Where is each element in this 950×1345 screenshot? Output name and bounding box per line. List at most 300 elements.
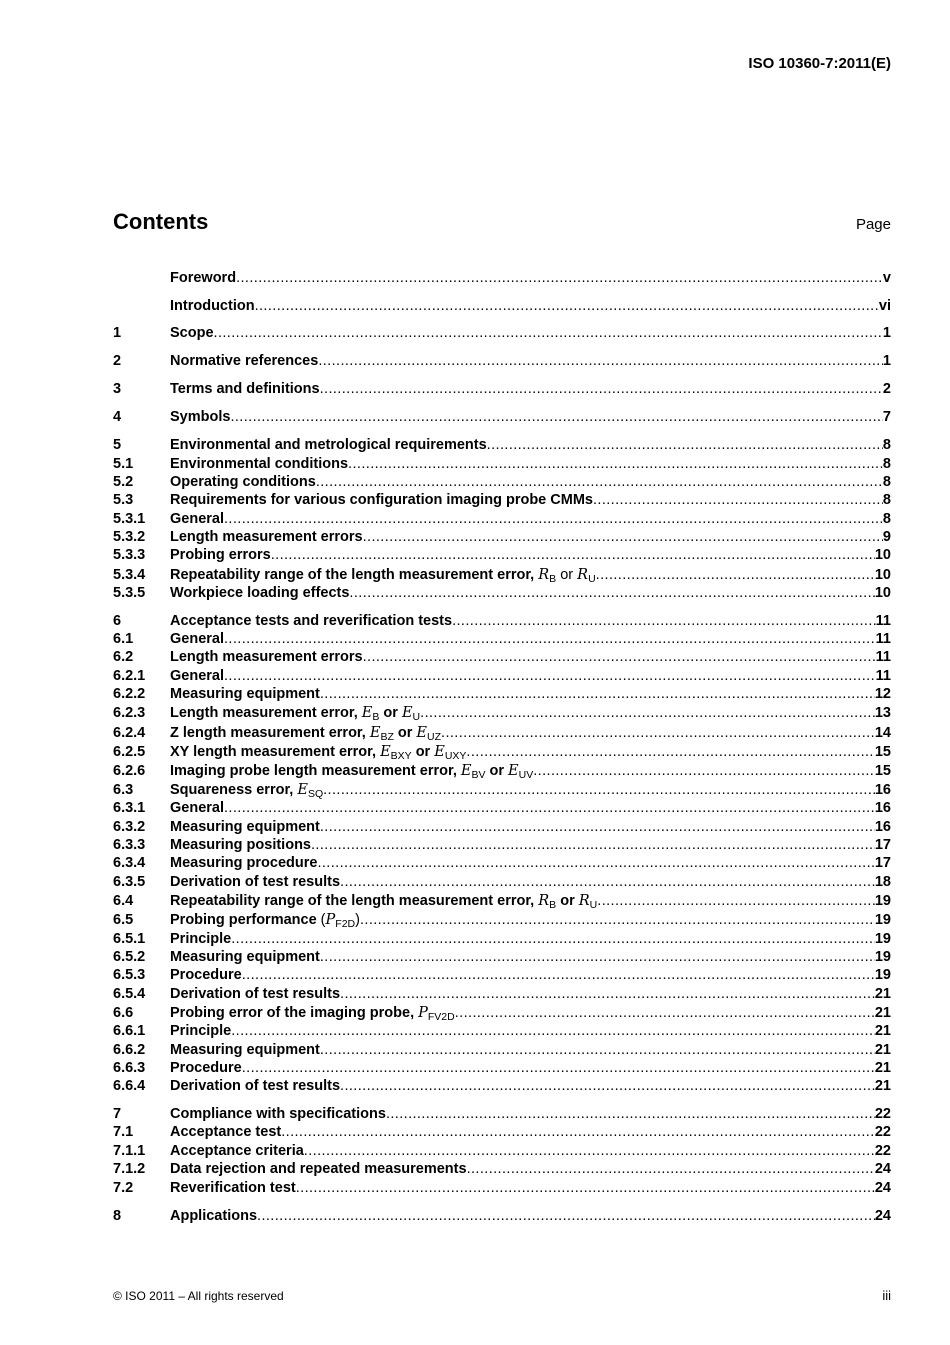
toc-entry[interactable] (113, 893, 891, 912)
toc-entry-page: 1 (882, 325, 891, 341)
dot-leader (320, 381, 883, 397)
dot-leader (271, 547, 875, 563)
dot-leader (318, 353, 883, 369)
symbol: R (577, 567, 589, 583)
toc-entry-title (170, 529, 363, 545)
toc-entry-number: 6.2.6 (113, 763, 146, 779)
toc-entry[interactable] (113, 437, 891, 456)
toc-entry[interactable] (113, 270, 891, 289)
toc-entry-title (170, 511, 224, 527)
toc-entry-page: 22 (874, 1124, 891, 1140)
toc-entry-page: 8 (882, 456, 891, 472)
toc-entry[interactable] (113, 1023, 891, 1042)
dot-leader (363, 649, 876, 665)
toc-entry-title (170, 325, 214, 341)
toc-entry-page: 15 (874, 763, 891, 779)
toc-entry-title-text: Environmental and metrological requirements (170, 437, 487, 453)
toc-entry-page: 19 (874, 893, 891, 909)
toc-entry-number: 6.2.4 (113, 725, 146, 741)
dot-leader (224, 800, 875, 816)
toc-entry-title-text: Environmental conditions (170, 456, 349, 472)
dot-leader (242, 967, 875, 983)
dot-leader (230, 409, 882, 425)
toc-entry-page: 19 (874, 967, 891, 983)
toc-entry-title (170, 547, 271, 563)
toc-entry-number: 6.5.2 (113, 949, 146, 965)
conjunction-or: or (485, 763, 509, 779)
toc-entry-title-text: Procedure (170, 967, 242, 983)
toc-entry-number: 6.3.1 (113, 800, 146, 816)
toc-entry[interactable] (113, 1106, 891, 1125)
toc-entry-page: 15 (874, 744, 891, 760)
conjunction-or: or (393, 725, 417, 741)
dot-leader (320, 1042, 875, 1058)
toc-entry[interactable] (113, 967, 891, 986)
toc-entry-number: 6.3.5 (113, 874, 146, 890)
symbol-subscript: BXY (390, 750, 412, 762)
toc-entry[interactable] (113, 855, 891, 874)
toc-entry[interactable] (113, 529, 891, 548)
toc-entry-title-text: Repeatability range of the length measurement error, (170, 893, 539, 909)
dot-leader (597, 893, 875, 909)
toc-entry-page: 8 (882, 511, 891, 527)
toc-entry-number: 6.2.1 (113, 668, 146, 684)
conjunction-or: or (556, 893, 579, 909)
toc-entry[interactable] (113, 1143, 891, 1162)
toc-entry-page: 11 (875, 668, 891, 684)
toc-entry-number: 5.3.1 (113, 511, 146, 527)
toc-entry-title (170, 800, 224, 816)
symbol: R (578, 893, 590, 909)
toc-entry-page: 17 (874, 855, 891, 871)
toc-entry-number: 7.1.1 (113, 1143, 146, 1159)
toc-entry[interactable] (113, 1060, 891, 1079)
toc-entry[interactable] (113, 931, 891, 950)
toc-entry[interactable] (113, 474, 891, 493)
toc-entry-title-text: General (170, 668, 224, 684)
dot-leader (452, 613, 876, 629)
dot-leader (455, 1005, 875, 1021)
toc-entry-number: 1 (113, 325, 122, 341)
conjunction-or: or (379, 705, 402, 721)
toc-entry-number: 5.1 (113, 456, 134, 472)
toc-entry-number: 6.2.5 (113, 744, 146, 760)
toc-entry[interactable] (113, 1078, 891, 1097)
toc-entry-title (170, 1124, 281, 1140)
toc-entry-page: 24 (874, 1180, 891, 1196)
toc-entry-page: 2 (882, 381, 891, 397)
toc-entry-page: 10 (874, 567, 891, 583)
symbol-subscript: BZ (380, 731, 394, 743)
toc-entry-title-text: Scope (170, 325, 214, 341)
toc-entry[interactable] (113, 298, 891, 317)
toc-entry-number: 6.5.1 (113, 931, 146, 947)
toc-entry[interactable] (113, 819, 891, 838)
toc-entry-page: 21 (874, 1078, 891, 1094)
dot-leader (323, 782, 875, 798)
toc-entry-page: 16 (874, 819, 891, 835)
toc-entry-page: 22 (874, 1106, 891, 1122)
toc-entry[interactable] (113, 1161, 891, 1180)
dot-leader (349, 585, 874, 601)
toc-entry-number: 2 (113, 353, 122, 369)
toc-entry[interactable] (113, 511, 891, 530)
toc-entry-title (170, 613, 452, 629)
toc-entry-title-text: Acceptance criteria (170, 1143, 304, 1159)
toc-entry-number: 6 (113, 613, 122, 629)
toc-entry-title (170, 1042, 320, 1058)
toc-entry-title-text: Acceptance tests and reverification tests (170, 613, 453, 629)
toc-entry-page: 1 (882, 353, 891, 369)
toc-entry-title (170, 949, 320, 965)
toc-entry-page: 13 (874, 705, 891, 721)
toc-entry-page: 10 (874, 547, 891, 563)
dot-leader (340, 1078, 875, 1094)
toc-entry-title-text: Workpiece loading effects (170, 585, 350, 601)
toc-entry-title-text: Imaging probe length measurement error, (170, 763, 461, 779)
toc-entry-title (170, 1060, 242, 1076)
toc-entry-title-text: Squareness error, (170, 782, 298, 798)
toc-entry-title (170, 649, 363, 665)
toc-entry-title-text: Measuring equipment (170, 1042, 320, 1058)
symbol: E (369, 725, 381, 741)
toc-entry-title (170, 456, 348, 472)
symbol: E (416, 725, 428, 741)
toc-entry-title (170, 763, 533, 779)
toc-entry[interactable] (113, 912, 891, 931)
toc-entry-title (170, 298, 255, 314)
toc-entry-number: 6.3.3 (113, 837, 146, 853)
dot-leader (348, 456, 883, 472)
toc-entry[interactable] (113, 409, 891, 428)
toc-entry-title (170, 492, 593, 508)
toc-entry[interactable] (113, 1005, 891, 1024)
toc-entry-page: 21 (874, 986, 891, 1002)
symbol-subscript: B (549, 899, 557, 911)
dot-leader (340, 874, 875, 890)
toc-entry-number: 6.6 (113, 1005, 134, 1021)
toc-entry-page: 19 (874, 949, 891, 965)
toc-entry-title (170, 855, 317, 871)
dot-leader (487, 437, 883, 453)
toc-entry-title-text: Reverification test (170, 1180, 296, 1196)
toc-entry-title (170, 1106, 386, 1122)
symbol: P (418, 1005, 428, 1021)
toc-entry[interactable] (113, 1208, 891, 1227)
toc-entry-title (170, 705, 420, 721)
toc-entry-page: 24 (874, 1208, 891, 1224)
toc-entry-number: 4 (113, 409, 122, 425)
dot-leader (340, 986, 875, 1002)
toc-entry-page: 21 (874, 1023, 891, 1039)
toc-entry-title (170, 837, 311, 853)
dot-leader (596, 567, 875, 583)
toc-entry-title (170, 474, 316, 490)
toc-entry-number: 6.6.3 (113, 1060, 146, 1076)
toc-entry-number: 6.3 (113, 782, 134, 798)
toc-entry-number: 5.3.4 (113, 567, 146, 583)
toc-entry-title (170, 353, 318, 369)
toc-entry-title (170, 1078, 340, 1094)
toc-entry-title (170, 725, 441, 741)
toc-entry-page: 12 (874, 686, 891, 702)
dot-leader (231, 1023, 875, 1039)
toc-entry-number: 6.5 (113, 912, 134, 928)
toc-entry-number: 6.5.4 (113, 986, 146, 1002)
toc-entry-title-text: Derivation of test results (170, 986, 341, 1002)
toc-entry[interactable] (113, 686, 891, 705)
toc-entry-title-text: Probing performance (170, 912, 321, 928)
toc-entry-number: 5.2 (113, 474, 134, 490)
toc-entry-title (170, 437, 487, 453)
dot-leader (320, 819, 875, 835)
toc-entry-title-text: Measuring equipment (170, 819, 320, 835)
toc-entry-number: 6.1 (113, 631, 134, 647)
toc-entry-page: 19 (874, 912, 891, 928)
toc-entry-title-text: Applications (170, 1208, 258, 1224)
toc-entry-title-text: Principle (170, 1023, 232, 1039)
toc-entry-page: 19 (874, 931, 891, 947)
dot-leader (467, 1161, 875, 1177)
toc-entry-title-text: Introduction (170, 298, 255, 314)
toc-entry-title (170, 1023, 231, 1039)
toc-entry-title (170, 585, 349, 601)
toc-entry-title (170, 686, 320, 702)
toc-entry-page: 11 (875, 649, 891, 665)
toc-entry[interactable] (113, 381, 891, 400)
symbol: R (538, 893, 550, 909)
toc-entry-page: 7 (882, 409, 891, 425)
toc-entry-number: 6.6.2 (113, 1042, 146, 1058)
toc-entry[interactable] (113, 585, 891, 604)
toc-entry[interactable] (113, 668, 891, 687)
toc-entry-title-text: Requirements for various configuration imaging probe CMMs (170, 492, 593, 508)
toc-entry-page: 10 (874, 585, 891, 601)
toc-entry-title-text: Length measurement error, (170, 705, 362, 721)
symbol-subscript: F2D (335, 918, 356, 930)
toc-entry[interactable] (113, 782, 891, 801)
toc-entry-title (170, 668, 224, 684)
symbol: E (401, 705, 413, 721)
toc-entry-number: 6.4 (113, 893, 134, 909)
toc-entry-number: 6.6.1 (113, 1023, 146, 1039)
toc-entry-title (170, 782, 323, 798)
toc-entry-page: 16 (874, 800, 891, 816)
toc-entry-title (170, 912, 360, 928)
toc-entry-page: 18 (874, 874, 891, 890)
toc-entry[interactable] (113, 1042, 891, 1061)
toc-entry-title-text: Acceptance test (170, 1124, 282, 1140)
toc-entry-page: 21 (874, 1042, 891, 1058)
toc-entry-title-text: Measuring equipment (170, 686, 320, 702)
dot-leader (533, 763, 875, 779)
toc-entry-number: 6.3.2 (113, 819, 146, 835)
toc-entry-page: 22 (874, 1143, 891, 1159)
toc-entry-title (170, 1005, 455, 1021)
toc-entry-title-text: Compliance with specifications (170, 1106, 386, 1122)
toc-entry-title (170, 874, 340, 890)
toc-entry-title-text: Measuring equipment (170, 949, 320, 965)
toc-entry-page: 14 (874, 725, 891, 741)
page-column-label: Page (855, 216, 891, 233)
toc-entry-title (170, 1161, 467, 1177)
toc-entry-page: 9 (882, 529, 891, 545)
dot-leader (363, 529, 883, 545)
toc-entry-number: 5.3.2 (113, 529, 146, 545)
symbol-subscript: U (412, 711, 421, 723)
page-number: iii (882, 1288, 891, 1303)
toc-entry-title-text: Data rejection and repeated measurements (170, 1161, 467, 1177)
toc-entry-title-text: General (170, 631, 224, 647)
symbol-subscript: BV (471, 769, 486, 781)
conjunction-or: or (411, 744, 435, 760)
toc-entry-title-text: Symbols (170, 409, 231, 425)
symbol: P (325, 912, 336, 928)
toc-entry-page: 11 (875, 631, 891, 647)
toc-entry-number: 6.2 (113, 649, 134, 665)
dot-leader (386, 1106, 875, 1122)
symbol-subscript: UZ (427, 731, 442, 743)
toc-entry[interactable] (113, 325, 891, 344)
dot-leader (420, 705, 875, 721)
toc-entry[interactable] (113, 613, 891, 632)
toc-entry-title (170, 1208, 257, 1224)
symbol-subscript: B (549, 573, 557, 585)
toc-entry-number: 6.2.2 (113, 686, 146, 702)
toc-entry[interactable] (113, 744, 891, 763)
toc-entry-title-text: Normative references (170, 353, 319, 369)
toc-entry-page: 8 (882, 437, 891, 453)
dot-leader (214, 325, 883, 341)
dot-leader (281, 1124, 875, 1140)
dot-leader (236, 270, 883, 286)
toc-entry[interactable] (113, 949, 891, 968)
toc-entry-title (170, 1143, 304, 1159)
toc-entry[interactable] (113, 492, 891, 511)
symbol-subscript: UXY (444, 750, 467, 762)
dot-leader (257, 1208, 875, 1224)
toc-entry[interactable] (113, 631, 891, 650)
toc-entry[interactable] (113, 800, 891, 819)
toc-entry-number: 7 (113, 1106, 122, 1122)
toc-entry-title (170, 409, 230, 425)
toc-entry-title-text: Terms and definitions (170, 381, 320, 397)
toc-entry-title-text: Z length measurement error, (170, 725, 370, 741)
toc-entry-page: 8 (882, 474, 891, 490)
toc-entry[interactable] (113, 874, 891, 893)
toc-entry[interactable] (113, 725, 891, 744)
toc-entry-title-text: Measuring positions (170, 837, 311, 853)
toc-entry-number: 6.6.4 (113, 1078, 146, 1094)
toc-entry-title-text: Length measurement errors (170, 529, 363, 545)
dot-leader (224, 668, 876, 684)
toc-entry[interactable] (113, 763, 891, 782)
toc-entry-number: 5.3.3 (113, 547, 146, 563)
toc-entry-title (170, 819, 320, 835)
toc-entry-title (170, 986, 340, 1002)
close-paren: ) (355, 912, 360, 928)
toc-entry-page: 8 (882, 492, 891, 508)
dot-leader (317, 855, 874, 871)
dot-leader (441, 725, 875, 741)
toc-entry-page: 21 (874, 1060, 891, 1076)
symbol-subscript: U (588, 573, 596, 585)
contents-heading: Contents (113, 209, 209, 234)
toc-entry-number: 6.2.3 (113, 705, 146, 721)
toc-entry[interactable] (113, 1180, 891, 1199)
toc-entry-title (170, 967, 242, 983)
toc-entry-number: 7.1 (113, 1124, 134, 1140)
toc-entry-number: 6.5.3 (113, 967, 146, 983)
toc-entry-number: 5.3 (113, 492, 134, 508)
toc-entry-number: 5.3.5 (113, 585, 146, 601)
toc-entry[interactable] (113, 705, 891, 724)
toc-entry[interactable] (113, 567, 891, 586)
toc-entry-number: 8 (113, 1208, 122, 1224)
toc-entry[interactable] (113, 1124, 891, 1143)
dot-leader (320, 949, 875, 965)
dot-leader (231, 931, 875, 947)
toc-entry-page: v (882, 270, 891, 286)
symbol: R (538, 567, 550, 583)
open-paren: ( (320, 912, 326, 928)
toc-entry-number: 5 (113, 437, 122, 453)
toc-entry-title-text: Foreword (170, 270, 237, 286)
toc-entry-page: vi (878, 298, 891, 314)
toc-entry-page: 17 (874, 837, 891, 853)
toc-entry-number: 3 (113, 381, 122, 397)
toc-entry-title-text: Principle (170, 931, 232, 947)
toc-entry-title (170, 931, 231, 947)
toc-entry[interactable] (113, 456, 891, 475)
toc-entry[interactable] (113, 986, 891, 1005)
toc-entry-title-text: XY length measurement error, (170, 744, 381, 760)
symbol: E (460, 763, 472, 779)
dot-leader (304, 1143, 875, 1159)
dot-leader (466, 744, 874, 760)
toc-entry-title-text: Measuring procedure (170, 855, 318, 871)
dot-leader (316, 474, 883, 490)
toc-entry-title-text: Probing errors (170, 547, 271, 563)
toc-entry[interactable] (113, 649, 891, 668)
toc-entry-page: 24 (874, 1161, 891, 1177)
toc-entry[interactable] (113, 353, 891, 372)
toc-entry-title-text: Derivation of test results (170, 874, 341, 890)
symbol: E (297, 782, 308, 798)
toc-entry[interactable] (113, 547, 891, 566)
toc-entry-title (170, 631, 224, 647)
toc-entry-title-text: General (170, 800, 224, 816)
dot-leader (255, 298, 879, 314)
symbol-subscript: FV2D (427, 1011, 455, 1023)
symbol-subscript: B (372, 711, 380, 723)
toc-entry-page: 16 (874, 782, 891, 798)
dot-leader (224, 631, 876, 647)
symbol: E (361, 705, 373, 721)
toc-entry[interactable] (113, 837, 891, 856)
toc-entry-title-text: Derivation of test results (170, 1078, 341, 1094)
symbol-subscript: U (589, 899, 598, 911)
dot-leader (311, 837, 875, 853)
symbol-subscript: SQ (307, 788, 324, 800)
toc-entry-number: 6.3.4 (113, 855, 146, 871)
symbol: E (434, 744, 445, 760)
toc-entry-title-text: Operating conditions (170, 474, 316, 490)
toc-entry-title (170, 1180, 296, 1196)
dot-leader (360, 912, 875, 928)
toc-entry-title (170, 893, 597, 909)
conjunction-or: or (556, 567, 578, 583)
